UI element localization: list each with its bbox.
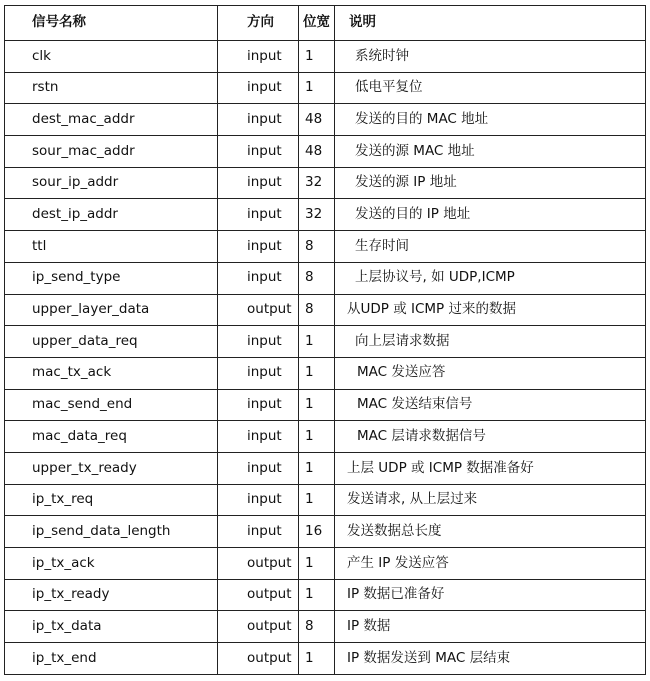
description-cell: 从UDP 或 ICMP 过来的数据 <box>335 294 646 326</box>
bit-width-cell: 8 <box>299 231 335 263</box>
bit-width-cell: 8 <box>299 294 335 326</box>
table-row <box>5 72 646 104</box>
description-cell: 向上层请求数据 <box>335 326 646 358</box>
table-row <box>5 104 646 136</box>
header-bit-width: 位宽 <box>299 6 335 41</box>
signal-name-cell: ip_tx_req <box>5 484 218 516</box>
bit-width-cell: 32 <box>299 199 335 231</box>
description-cell: 系统时钟 <box>335 41 646 73</box>
description-cell: MAC 层请求数据信号 <box>335 421 646 453</box>
signal-name-cell: ip_tx_end <box>5 643 218 675</box>
table-row <box>5 136 646 168</box>
signal-name-cell: ttl <box>5 231 218 263</box>
signal-name-cell: upper_layer_data <box>5 294 218 326</box>
description-cell: MAC 发送结束信号 <box>335 389 646 421</box>
table-row <box>5 199 646 231</box>
bit-width-cell: 1 <box>299 421 335 453</box>
bit-width-cell: 8 <box>299 611 335 643</box>
bit-width-cell: 1 <box>299 41 335 73</box>
direction-cell: input <box>218 484 299 516</box>
direction-cell: output <box>218 294 299 326</box>
direction-cell: input <box>218 262 299 294</box>
description-cell: IP 数据已准备好 <box>335 579 646 611</box>
description-cell: 发送的源 IP 地址 <box>335 167 646 199</box>
bit-width-cell: 48 <box>299 136 335 168</box>
direction-cell: output <box>218 548 299 580</box>
bit-width-cell: 1 <box>299 548 335 580</box>
table-row <box>5 579 646 611</box>
signal-name-cell: ip_tx_data <box>5 611 218 643</box>
table-header <box>5 6 646 41</box>
table-row <box>5 611 646 643</box>
bit-width-cell: 1 <box>299 326 335 358</box>
signal-name-cell: upper_data_req <box>5 326 218 358</box>
table-row <box>5 326 646 358</box>
signal-name-cell: sour_mac_addr <box>5 136 218 168</box>
bit-width-cell: 1 <box>299 452 335 484</box>
bit-width-cell: 16 <box>299 516 335 548</box>
table-row <box>5 484 646 516</box>
description-cell: 产生 IP 发送应答 <box>335 548 646 580</box>
signal-name-cell: rstn <box>5 72 218 104</box>
direction-cell: input <box>218 72 299 104</box>
signal-name-cell: mac_data_req <box>5 421 218 453</box>
bit-width-cell: 1 <box>299 72 335 104</box>
signal-name-cell: ip_send_type <box>5 262 218 294</box>
signal-table <box>4 5 646 675</box>
signal-name-cell: mac_tx_ack <box>5 357 218 389</box>
table-row <box>5 167 646 199</box>
direction-cell: input <box>218 357 299 389</box>
direction-cell: input <box>218 452 299 484</box>
table-row <box>5 516 646 548</box>
table-row <box>5 231 646 263</box>
signal-name-cell: ip_tx_ack <box>5 548 218 580</box>
bit-width-cell: 48 <box>299 104 335 136</box>
table-row <box>5 41 646 73</box>
description-cell: 上层 UDP 或 ICMP 数据准备好 <box>335 452 646 484</box>
signal-name-cell: upper_tx_ready <box>5 452 218 484</box>
header-description: 说明 <box>335 6 646 41</box>
direction-cell: output <box>218 579 299 611</box>
direction-cell: input <box>218 199 299 231</box>
direction-cell: input <box>218 516 299 548</box>
description-cell: 发送的源 MAC 地址 <box>335 136 646 168</box>
description-cell: 低电平复位 <box>335 72 646 104</box>
signal-name-cell: ip_tx_ready <box>5 579 218 611</box>
table-body <box>5 41 646 675</box>
table-row <box>5 357 646 389</box>
signal-name-cell: dest_mac_addr <box>5 104 218 136</box>
direction-cell: output <box>218 611 299 643</box>
table-row <box>5 452 646 484</box>
table-row <box>5 548 646 580</box>
bit-width-cell: 1 <box>299 579 335 611</box>
direction-cell: input <box>218 421 299 453</box>
bit-width-cell: 32 <box>299 167 335 199</box>
table-row <box>5 389 646 421</box>
table-row <box>5 262 646 294</box>
direction-cell: output <box>218 643 299 675</box>
header-row <box>5 6 646 41</box>
description-cell: 发送数据总长度 <box>335 516 646 548</box>
table-row <box>5 294 646 326</box>
direction-cell: input <box>218 389 299 421</box>
direction-cell: input <box>218 104 299 136</box>
signal-name-cell: sour_ip_addr <box>5 167 218 199</box>
bit-width-cell: 1 <box>299 643 335 675</box>
bit-width-cell: 1 <box>299 389 335 421</box>
description-cell: 上层协议号, 如 UDP,ICMP <box>335 262 646 294</box>
bit-width-cell: 1 <box>299 357 335 389</box>
description-cell: IP 数据发送到 MAC 层结束 <box>335 643 646 675</box>
bit-width-cell: 1 <box>299 484 335 516</box>
description-cell: 生存时间 <box>335 231 646 263</box>
direction-cell: input <box>218 136 299 168</box>
signal-table-container <box>4 5 646 675</box>
description-cell: MAC 发送应答 <box>335 357 646 389</box>
direction-cell: input <box>218 167 299 199</box>
description-cell: 发送的目的 MAC 地址 <box>335 104 646 136</box>
direction-cell: input <box>218 231 299 263</box>
description-cell: IP 数据 <box>335 611 646 643</box>
header-direction: 方向 <box>218 6 299 41</box>
table-row <box>5 643 646 675</box>
signal-name-cell: mac_send_end <box>5 389 218 421</box>
signal-name-cell: dest_ip_addr <box>5 199 218 231</box>
direction-cell: input <box>218 41 299 73</box>
signal-name-cell: clk <box>5 41 218 73</box>
signal-name-cell: ip_send_data_length <box>5 516 218 548</box>
direction-cell: input <box>218 326 299 358</box>
table-row <box>5 421 646 453</box>
description-cell: 发送请求, 从上层过来 <box>335 484 646 516</box>
header-signal-name: 信号名称 <box>5 6 218 41</box>
bit-width-cell: 8 <box>299 262 335 294</box>
description-cell: 发送的目的 IP 地址 <box>335 199 646 231</box>
